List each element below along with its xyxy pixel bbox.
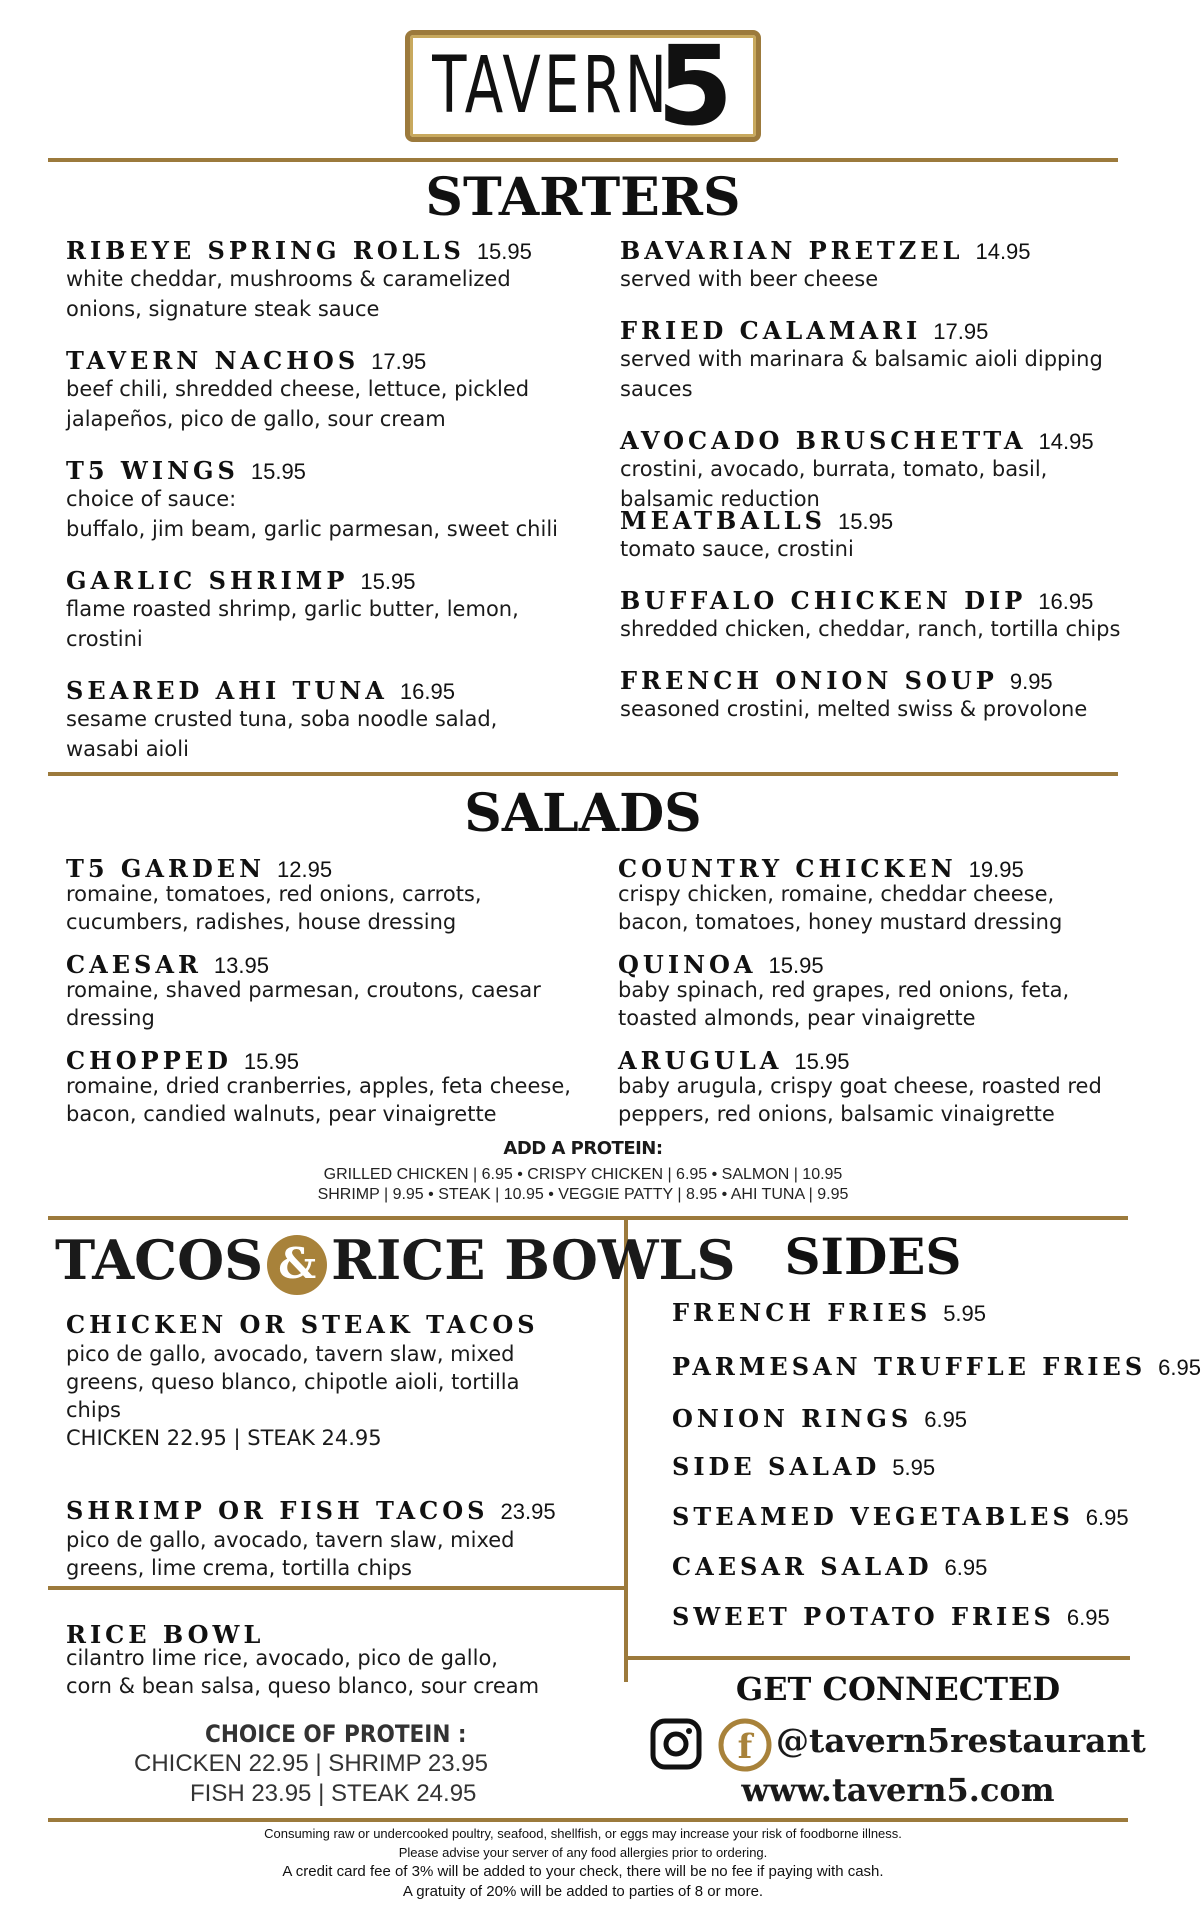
menu-item-name <box>66 456 306 487</box>
social-handle[interactable]: @tavern5restaurant <box>776 1721 1146 1760</box>
divider <box>48 1216 1128 1220</box>
item-desc-line: sauces <box>620 377 693 401</box>
side-item <box>672 1502 1129 1531</box>
side-item <box>672 1298 986 1327</box>
side-item <box>672 1404 967 1433</box>
item-price: 13.95 <box>213 953 269 978</box>
side-item <box>672 1352 1201 1381</box>
item-desc-line: served with marinara & balsamic aioli dipping <box>620 347 1103 371</box>
side-item-price: 6.95 <box>1158 1355 1201 1380</box>
menu-item-name <box>620 586 1093 617</box>
rice-bowl-desc-line: cilantro lime rice, avocado, pico de gallo, <box>66 1646 498 1670</box>
rice-bowl-name: RICE BOWL <box>66 1620 265 1649</box>
menu-item-name <box>620 666 1053 697</box>
side-item-price: 6.95 <box>944 1555 988 1580</box>
item-name-text: SHRIMP OR FISH TACOS <box>66 1496 489 1525</box>
item-name-text: CAESAR <box>66 950 202 979</box>
side-item <box>672 1602 1110 1631</box>
side-item-price: 6.95 <box>1085 1505 1129 1530</box>
logo <box>430 30 670 142</box>
item-desc-line: romaine, tomatoes, red onions, carrots, <box>66 882 482 906</box>
side-item-name: PARMESAN TRUFFLE FRIES <box>672 1352 1147 1381</box>
connect-title: GET CONNECTED <box>735 1670 1061 1708</box>
item-desc-line: CHICKEN 22.95 | STEAK 24.95 <box>66 1426 382 1450</box>
item-name-text: FRENCH ONION SOUP <box>620 666 998 695</box>
side-item-name: SWEET POTATO FRIES <box>672 1602 1055 1631</box>
add-protein-title: ADD A PROTEIN: <box>503 1138 663 1159</box>
item-desc-line: tomato sauce, crostini <box>620 537 854 561</box>
instagram-icon[interactable] <box>650 1718 702 1770</box>
item-desc-line: seasoned crostini, melted swiss & provolone <box>620 697 1088 721</box>
divider <box>48 1818 1128 1822</box>
item-price: 15.95 <box>476 239 532 264</box>
item-name-text: ARUGULA <box>618 1046 783 1075</box>
divider <box>48 772 1118 776</box>
side-item-price: 6.95 <box>924 1407 968 1432</box>
svg-text:f: f <box>737 1727 753 1767</box>
item-name-text: TAVERN NACHOS <box>66 346 360 375</box>
rice-bowl-protein-line: FISH 23.95 | STEAK 24.95 <box>190 1780 477 1807</box>
item-desc-line: served with beer cheese <box>620 267 879 291</box>
logo-letters: TAVERN <box>432 41 670 131</box>
item-desc-line: greens, queso blanco, chipotle aioli, tortilla <box>66 1370 520 1394</box>
footer-line: Please advise your server of any food allergies prior to ordering. <box>398 1845 768 1860</box>
item-name-text: CHOPPED <box>66 1046 232 1075</box>
item-name-text: COUNTRY CHICKEN <box>618 854 957 883</box>
menu-item-name <box>66 346 426 377</box>
item-desc-line: buffalo, jim beam, garlic parmesan, sweet chili <box>66 517 558 541</box>
footer-line: A credit card fee of 3% will be added to your check, there will be no fee if paying with cash. <box>282 1863 884 1880</box>
sides-title: SIDES <box>784 1227 962 1286</box>
item-name-text: FRIED CALAMARI <box>620 316 922 345</box>
menu-item-name <box>620 236 1031 267</box>
item-name-text: GARLIC SHRIMP <box>66 566 349 595</box>
item-price: 19.95 <box>968 857 1024 882</box>
item-desc-line: greens, lime crema, tortilla chips <box>66 1556 412 1580</box>
item-desc-line: beef chili, shredded cheese, lettuce, pickled <box>66 377 530 401</box>
item-desc-line: choice of sauce: <box>66 487 237 511</box>
item-desc-line: white cheddar, mushrooms & caramelized <box>66 267 511 291</box>
divider <box>48 1586 626 1590</box>
salads-title: SALADS <box>464 783 702 844</box>
protein-line: SHRIMP | 9.95 • STEAK | 10.95 • VEGGIE PATTY | 8.95 • AHI TUNA | 9.95 <box>317 1186 849 1203</box>
item-desc-line: crostini, avocado, burrata, tomato, basil, <box>620 457 1048 481</box>
protein-line: GRILLED CHICKEN | 6.95 • CRISPY CHICKEN | 6.95 • SALMON | 10.95 <box>323 1166 843 1183</box>
item-name-text: RIBEYE SPRING ROLLS <box>66 236 465 265</box>
item-price: 17.95 <box>371 349 427 374</box>
item-desc-line: bacon, tomatoes, honey mustard dressing <box>618 910 1063 934</box>
item-name-text: T5 GARDEN <box>66 854 266 883</box>
item-desc-line: romaine, dried cranberries, apples, feta cheese, <box>66 1074 571 1098</box>
item-desc-line: bacon, candied walnuts, pear vinaigrette <box>66 1102 497 1126</box>
side-item-price: 5.95 <box>892 1455 936 1480</box>
item-name-text: BUFFALO CHICKEN DIP <box>620 586 1027 615</box>
tacos-title-right: RICE BOWLS <box>331 1228 736 1292</box>
side-item-name: SIDE SALAD <box>672 1452 881 1481</box>
item-desc-line: cucumbers, radishes, house dressing <box>66 910 457 934</box>
facebook-icon[interactable] <box>718 1718 772 1772</box>
tacos-title-left: TACOS <box>55 1228 264 1292</box>
side-item-name: STEAMED VEGETABLES <box>672 1502 1074 1531</box>
item-desc-line: wasabi aioli <box>66 737 189 761</box>
item-price: 15.95 <box>243 1049 299 1074</box>
item-desc-line: peppers, red onions, balsamic vinaigrette <box>618 1102 1055 1126</box>
item-desc-line: pico de gallo, avocado, tavern slaw, mixed <box>66 1342 515 1366</box>
menu-item-name <box>620 426 1094 457</box>
item-desc-line: baby spinach, red grapes, red onions, feta, <box>618 978 1070 1002</box>
item-desc-line: pico de gallo, avocado, tavern slaw, mixed <box>66 1528 515 1552</box>
item-price: 15.95 <box>360 569 416 594</box>
item-price: 23.95 <box>500 1499 556 1524</box>
item-price: 15.95 <box>768 953 824 978</box>
side-item-price: 6.95 <box>1066 1605 1110 1630</box>
item-desc-line: flame roasted shrimp, garlic butter, lemon, <box>66 597 519 621</box>
item-desc-line: toasted almonds, pear vinaigrette <box>618 1006 976 1030</box>
item-desc-line: onions, signature steak sauce <box>66 297 380 321</box>
footer-line: A gratuity of 20% will be added to parties of 8 or more. <box>402 1883 764 1900</box>
side-item-name: ONION RINGS <box>672 1404 913 1433</box>
item-desc-line: dressing <box>66 1006 155 1030</box>
item-desc-line: chips <box>66 1398 121 1422</box>
side-item-name: CAESAR SALAD <box>672 1552 933 1581</box>
item-price: 15.95 <box>794 1049 850 1074</box>
side-item <box>672 1452 935 1481</box>
item-desc-line: shredded chicken, cheddar, ranch, tortilla chips <box>620 617 1121 641</box>
item-desc-line: baby arugula, crispy goat cheese, roasted red <box>618 1074 1102 1098</box>
item-price: 9.95 <box>1009 669 1053 694</box>
rice-bowl-protein-line: CHICKEN 22.95 | SHRIMP 23.95 <box>134 1750 488 1777</box>
item-name-text: CHICKEN OR STEAK TACOS <box>66 1310 539 1339</box>
ampersand-badge: & <box>267 1235 327 1295</box>
item-price: 14.95 <box>975 239 1031 264</box>
item-name-text: AVOCADO BRUSCHETTA <box>620 426 1027 455</box>
menu-item-name <box>66 236 532 267</box>
item-price: 17.95 <box>933 319 989 344</box>
item-name-text: MEATBALLS <box>620 506 827 535</box>
divider <box>626 1656 1130 1660</box>
menu-item-name <box>66 676 455 707</box>
item-desc-line: sesame crusted tuna, soba noodle salad, <box>66 707 498 731</box>
item-price: 16.95 <box>399 679 455 704</box>
rice-bowl-desc-line: corn & bean salsa, queso blanco, sour cream <box>66 1674 540 1698</box>
item-desc-line: balsamic reduction <box>620 487 820 511</box>
menu-item-name <box>66 1496 556 1527</box>
item-desc-line: crispy chicken, romaine, cheddar cheese, <box>618 882 1055 906</box>
rice-bowl-protein-title: CHOICE OF PROTEIN : <box>205 1720 467 1748</box>
item-name-text: SEARED AHI TUNA <box>66 676 388 705</box>
side-item <box>672 1552 987 1581</box>
side-item-price: 5.95 <box>943 1301 987 1326</box>
item-price: 14.95 <box>1038 429 1094 454</box>
item-desc-line: romaine, shaved parmesan, croutons, caesar <box>66 978 541 1002</box>
item-name-text: T5 WINGS <box>66 456 239 485</box>
website-link[interactable]: www.tavern5.com <box>741 1771 1055 1809</box>
logo-digit: 5 <box>656 22 734 150</box>
menu-item-name <box>620 506 893 537</box>
item-desc-line: crostini <box>66 627 143 651</box>
item-name-text: BAVARIAN PRETZEL <box>620 236 964 265</box>
item-desc-line: jalapeños, pico de gallo, sour cream <box>66 407 446 431</box>
item-price: 16.95 <box>1038 589 1094 614</box>
divider <box>48 158 1118 162</box>
menu-item-name <box>66 1310 539 1340</box>
item-price: 15.95 <box>838 509 894 534</box>
starters-title: STARTERS <box>425 167 741 228</box>
item-name-text: QUINOA <box>618 950 757 979</box>
item-price: 12.95 <box>277 857 333 882</box>
item-price: 15.95 <box>250 459 306 484</box>
menu-item-name <box>620 316 988 347</box>
menu-item-name <box>66 566 415 597</box>
side-item-name: FRENCH FRIES <box>672 1298 932 1327</box>
footer-line: Consuming raw or undercooked poultry, seafood, shellfish, or eggs may increase your risk of foodborne illness. <box>264 1826 902 1841</box>
